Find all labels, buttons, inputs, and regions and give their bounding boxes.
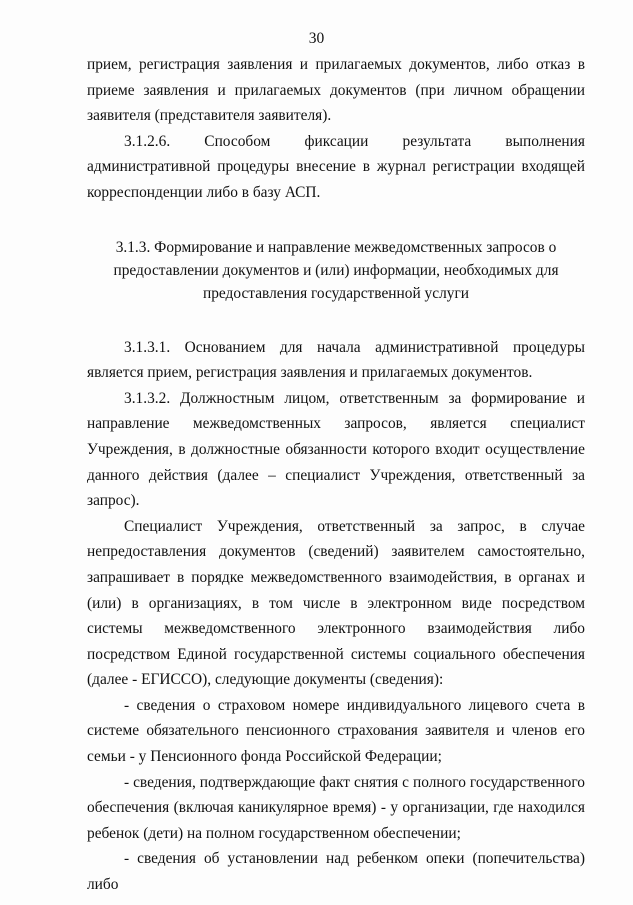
page-number: 30: [308, 30, 325, 47]
section-heading-3-1-3: 3.1.3. Формирование и направление межведомственных запросов о предоставлении документов и (или) информации, необходимых для предоставления государственной услуги: [113, 238, 559, 302]
list-item-guardianship: - сведения об установлении над ребенком опеки (попечительства) либо: [87, 850, 585, 894]
paragraph-3-1-3-2: 3.1.3.2. Должностным лицом, ответственным за формирование и направление межведомственных запросов, является специалист Учреждения, в должностные обязанности которого входит осуществление данного действия (далее – специалист Учреждения, ответственный за запрос).: [87, 389, 585, 510]
list-item-state-support: - сведения, подтверждающие факт снятия с полного государственного обеспечения (включая каникулярное время) - у организации, где находился ребенок (дети) на полном государственном обеспечении;: [87, 773, 585, 842]
paragraph-3-1-3-1: 3.1.3.1. Основанием для начала административной процедуры является прием, регистрация заявления и прилагаемых документов.: [87, 338, 585, 382]
document-body: [87, 52, 585, 898]
list-item-snils: - сведения о страховом номере индивидуального лицевого счета в системе обязательного пенсионного страхования заявителя и членов его семьи - у Пенсионного фонда Российской Федерации;: [87, 696, 585, 766]
paragraph-3-1-2-6: 3.1.2.6. Способом фиксации результата выполнения административной процедуры внесение в журнал регистрации входящей корреспонденции либо в базу АСП.: [87, 132, 585, 201]
paragraph-specialist-request: Специалист Учреждения, ответственный за запрос, в случае непредоставления документов (сведений) заявителем самостоятельно, запрашивает в порядке межведомственного взаимодействия, в органах и (или) в организациях, в том числе в электронном виде посредством системы межведомственного электронного взаимодействия либо посредством Единой государственной системы социального обеспечения (далее - ЕГИССО), следующие документы (сведения):: [87, 517, 585, 689]
paragraph-continuation: прием, регистрация заявления и прилагаемых документов, либо отказ в приеме заявления и прилагаемых документов (при личном обращении заявителя (представителя заявителя).: [87, 56, 585, 125]
